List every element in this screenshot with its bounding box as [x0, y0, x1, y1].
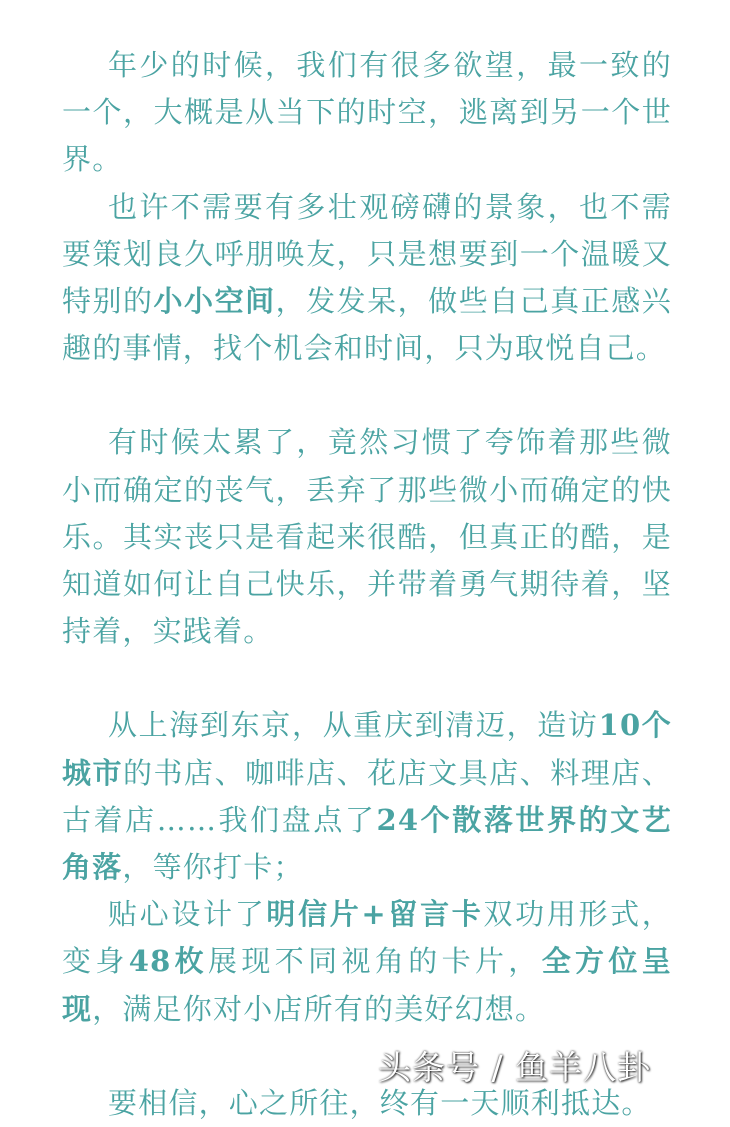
highlight-postcard-card: 明信片+留言卡 — [266, 897, 484, 932]
highlight-small-space: 小小空间 — [153, 284, 276, 319]
highlight-48-cards: 48枚 — [128, 944, 209, 979]
article-body — [62, 42, 672, 1127]
paragraph-2-text-a: 也许不需要有多壮观磅礴的景象，也不需要策划良久呼朋唤友，只是想要到一个温暖又特别的 — [62, 189, 672, 319]
paragraph-4-text-c: ，等你打卡； — [122, 850, 304, 885]
paragraph-4-text-b: 的书店、咖啡店、花店文具店、料理店、古着店……我们盘点了 — [62, 755, 672, 837]
paragraph-5-text-a: 贴心设计了 — [108, 897, 267, 932]
paragraph-5-text-b: 双功用形式，变身 — [62, 897, 672, 979]
highlight-24-corners: 24个散落世界的文艺角落 — [62, 802, 672, 885]
highlight-10-cities: 10个城市 — [62, 708, 672, 790]
paragraph-5-text-d: ，满足你对小店所有的美好幻想。 — [92, 991, 546, 1026]
paragraph-5 — [62, 891, 672, 1033]
paragraph-3: 有时候太累了，竟然习惯了夸饰着那些微小而确定的丧气，丢弃了那些微小而确定的快乐。其实丧只是看起来很酷，但真正的酷，是知道如何让自己快乐，并带着勇气期待着，坚持着，实践着。 — [62, 425, 672, 649]
highlight-full-view: 全方位呈现 — [62, 944, 672, 1026]
paragraph-6: 要相信，心之所往，终有一天顺利抵达。 — [108, 1085, 652, 1120]
paragraph-4 — [62, 702, 672, 891]
paragraph-2-text-b: ，发发呆，做些自己真正感兴趣的事情，找个机会和时间，只为取悦自己。 — [62, 284, 672, 366]
paragraph-1: 年少的时候，我们有很多欲望，最一致的一个，大概是从当下的时空，逃离到另一个世界。 — [62, 48, 672, 177]
paragraph-5-text-c: 展现不同视角的卡片， — [208, 944, 542, 979]
paragraph-gap — [62, 655, 672, 702]
paragraph-gap — [62, 372, 672, 419]
paragraph-4-text-a: 从上海到东京，从重庆到清迈，造访 — [108, 708, 599, 743]
watermark: 头条号 / 鱼羊八卦 — [378, 1048, 652, 1087]
paragraph-2 — [62, 184, 672, 373]
